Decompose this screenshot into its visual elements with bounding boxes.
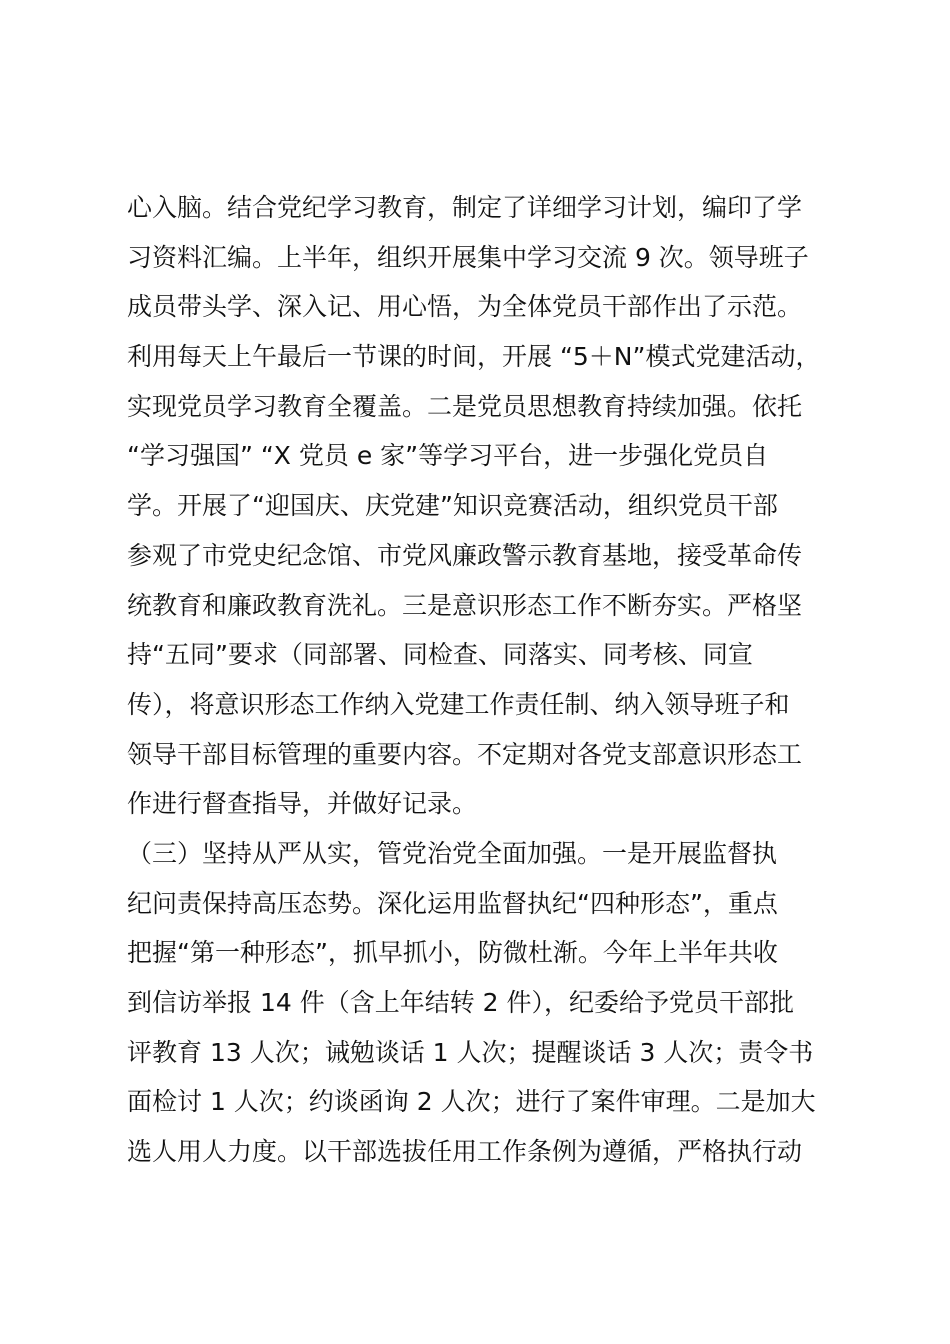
text-line: 把握“第一种形态”，抓早抓小，防微杜渐。今年上半年共收 <box>127 938 778 968</box>
text-line: 习资料汇编。上半年，组织开展集中学习交流 9 次。领导班子 <box>127 242 809 272</box>
text-line: 持“五同”要求（同部署、同检查、同落实、同考核、同宣 <box>127 640 753 670</box>
text-line: 面检讨 1 人次；约谈函询 2 人次；进行了案件审理。二是加大 <box>127 1087 816 1117</box>
text-line: 利用每天上午最后一节课的时间，开展 “5＋N”模式党建活动， <box>127 342 821 372</box>
text-line: 传），将意识形态工作纳入党建工作责任制、纳入领导班子和 <box>127 689 790 719</box>
text-line: 纪问责保持高压态势。深化运用监督执纪“四种形态”，重点 <box>127 888 778 918</box>
text-line: 统教育和廉政教育洗礼。三是意识形态工作不断夯实。严格坚 <box>127 590 803 620</box>
body-text <box>127 183 837 1177</box>
text-line: 实现党员学习教育全覆盖。二是党员思想教育持续加强。依托 <box>127 391 803 421</box>
text-line: “学习强国” “X 党员 e 家”等学习平台，进一步强化党员自 <box>127 441 769 471</box>
text-line: 作进行督查指导，并做好记录。 <box>127 789 478 819</box>
text-line: 成员带头学、深入记、用心悟，为全体党员干部作出了示范。 <box>127 292 803 322</box>
text-line: 选人用人力度。以干部选拔任用工作条例为遵循，严格执行动 <box>127 1137 803 1167</box>
text-line: 到信访举报 14 件（含上年结转 2 件），纪委给予党员干部批 <box>127 988 795 1017</box>
text-line: 领导干部目标管理的重要内容。不定期对各党支部意识形态工 <box>127 739 803 769</box>
text-line: （三）坚持从严从实，管党治党全面加强。一是开展监督执 <box>127 838 778 868</box>
text-line: 心入脑。结合党纪学习教育，制定了详细学习计划，编印了学 <box>127 193 803 222</box>
text-line: 参观了市党史纪念馆、市党风廉政警示教育基地，接受革命传 <box>127 540 803 570</box>
text-line: 学。开展了“迎国庆、庆党建”知识竞赛活动，组织党员干部 <box>127 491 778 521</box>
text-line: 评教育 13 人次；诫勉谈话 1 人次；提醒谈话 3 人次；责令书 <box>127 1037 814 1067</box>
